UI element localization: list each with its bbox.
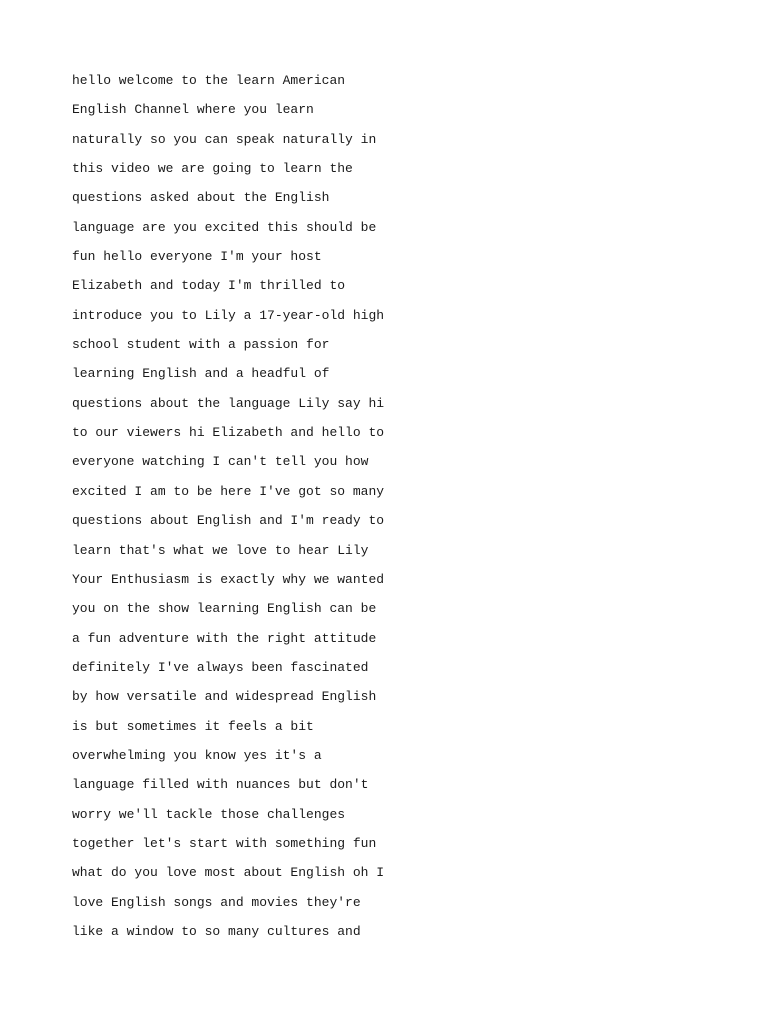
text-line: together let's start with something fun bbox=[72, 835, 377, 851]
text-line: school student with a passion for bbox=[72, 337, 330, 353]
text-line: hello welcome to the learn American bbox=[72, 73, 346, 88]
text-line: to our viewers hi Elizabeth and hello to bbox=[72, 425, 385, 441]
text-line: by how versatile and widespread English bbox=[72, 689, 377, 705]
text-line: love English songs and movies they're bbox=[72, 894, 361, 910]
text-line: excited I am to be here I've got so many bbox=[72, 483, 385, 499]
text-line: everyone watching I can't tell you how bbox=[72, 454, 369, 470]
transcript-text bbox=[72, 66, 692, 946]
text-line: language filled with nuances but don't bbox=[72, 777, 369, 793]
text-line: definitely I've always been fascinated bbox=[72, 659, 369, 675]
text-line: fun hello everyone I'm your host bbox=[72, 249, 322, 265]
text-line: questions about English and I'm ready to bbox=[72, 513, 385, 529]
text-line: worry we'll tackle those challenges bbox=[72, 806, 346, 822]
text-line: is but sometimes it feels a bit bbox=[72, 718, 314, 734]
text-line: naturally so you can speak naturally in bbox=[72, 131, 377, 147]
text-line: you on the show learning English can be bbox=[72, 601, 377, 617]
text-line: Elizabeth and today I'm thrilled to bbox=[72, 278, 346, 294]
text-line: questions asked about the English bbox=[72, 190, 330, 206]
text-line: what do you love most about English oh I bbox=[72, 865, 385, 881]
text-line: learn that's what we love to hear Lily bbox=[72, 542, 369, 558]
text-line: learning English and a headful of bbox=[72, 366, 330, 382]
text-line: language are you excited this should be bbox=[72, 219, 377, 235]
text-line: Your Enthusiasm is exactly why we wanted bbox=[72, 571, 385, 587]
text-line: introduce you to Lily a 17-year-old high bbox=[72, 307, 385, 323]
text-line: a fun adventure with the right attitude bbox=[72, 630, 377, 646]
text-line: English Channel where you learn bbox=[72, 102, 314, 118]
text-line: questions about the language Lily say hi bbox=[72, 395, 385, 411]
text-line: overwhelming you know yes it's a bbox=[72, 747, 322, 763]
text-line: this video we are going to learn the bbox=[72, 161, 353, 177]
text-line: like a window to so many cultures and bbox=[72, 923, 361, 939]
